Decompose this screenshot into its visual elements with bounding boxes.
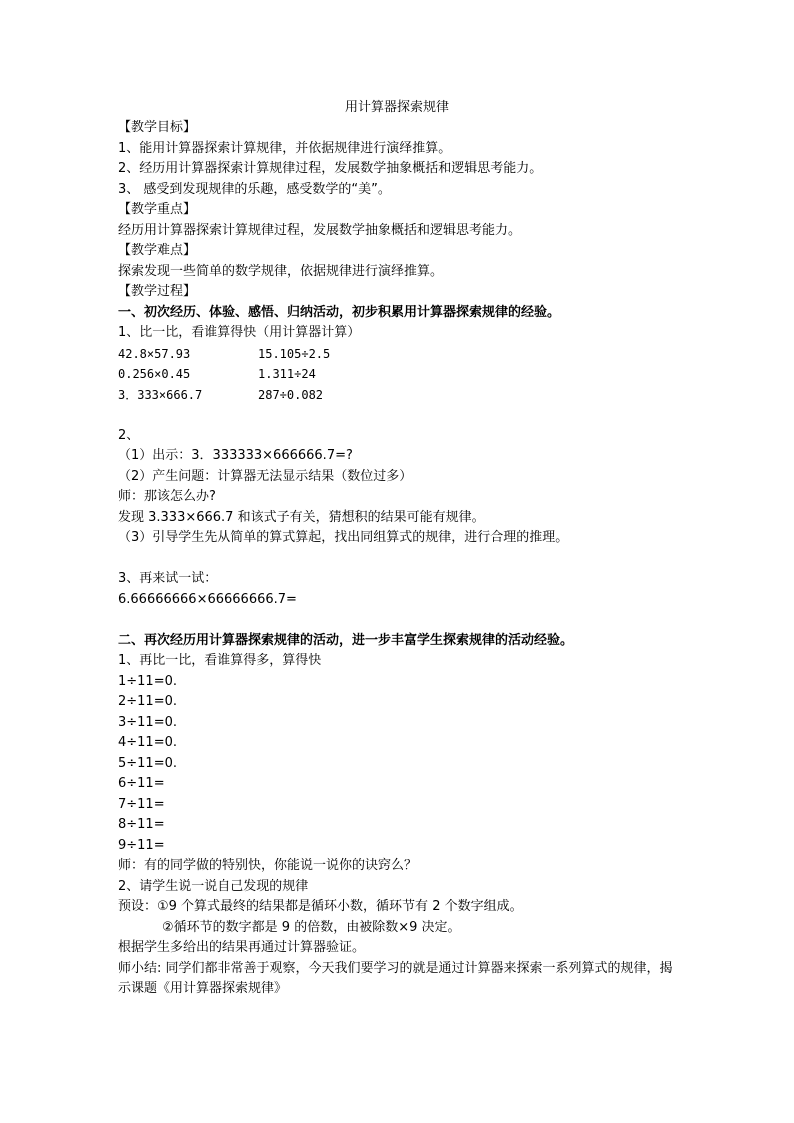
goal-item: 3、 感受到发现规律的乐趣，感受数学的“美”。: [118, 181, 391, 197]
part1-heading: 一、初次经历、体验、感悟、归纳活动，初步积累用计算器探索规律的经验。: [118, 304, 561, 320]
spacer: [118, 405, 678, 426]
exercise-cell: 42.8×57.93: [118, 346, 191, 361]
division-item: 3÷11=0.: [118, 714, 178, 730]
exercise-cell: 287÷0.082: [258, 387, 324, 402]
part1-step2: 2、: [118, 427, 140, 443]
goal-item: 2、经历用计算器探索计算规律过程，发展数学抽象概括和逻辑思考能力。: [118, 161, 543, 176]
exercise-cell: 3．333×666.7: [118, 387, 203, 402]
exercise-row: [118, 385, 678, 406]
step2-line: （2）产生问题：计算器无法显示结果（数位过多）: [118, 468, 413, 484]
key-text: 经历用计算器探索计算规律过程，发展数学抽象概括和逻辑思考能力。: [118, 222, 522, 238]
goal-item: 1、能用计算器探索计算规律，并依据规律进行演绎推算。: [118, 140, 452, 156]
process-header: 【教学过程】: [118, 284, 197, 299]
teacher-summary: 师小结: 同学们都非常善于观察，今天我们要学习的就是通过计算器来探索一系列算式的规律，揭示课题《用计算器探索规律》: [118, 960, 673, 996]
exercise-cell: 0.256×0.45: [118, 367, 191, 381]
exercise-cell: 1.311÷24: [258, 367, 316, 381]
division-item: 1÷11=0.: [118, 673, 178, 689]
part1-step1: 1、比一比，看谁算得快（用计算器计算）: [118, 325, 361, 340]
document-title: 用计算器探索规律: [344, 100, 449, 115]
exercise-row: [118, 344, 678, 365]
difficulty-text: 探索发现一些简单的数学规律，依据规律进行演绎推算。: [118, 263, 444, 279]
teacher-question: 师：有的同学做的特别快，你能说一说你的诀窍么？: [118, 858, 418, 873]
part1-step3-expr: 6.66666666×66666666.7=: [118, 591, 297, 607]
part2-step2: 2、请学生说一说自己发现的规律: [118, 878, 309, 894]
part2-heading: 二、再次经历用计算器探索规律的活动，进一步丰富学生探索规律的活动经验。: [118, 632, 574, 648]
goal-header: 【教学目标】: [118, 120, 197, 135]
division-item: 9÷11=: [118, 837, 165, 853]
exercise-cell: 15.105÷2.5: [258, 346, 331, 361]
part2-step1: 1、再比一比，看谁算得多，算得快: [118, 653, 322, 668]
part1-step3: 3、再来试一试：: [118, 571, 218, 586]
difficulty-header: 【教学难点】: [118, 243, 197, 258]
step2-line: （1）出示：3．333333×666666.7=?: [118, 448, 353, 463]
spacer: [118, 549, 678, 570]
verify-text: 根据学生多给出的结果再通过计算器验证。: [118, 940, 366, 955]
step2-line: 师：那该怎么办?: [118, 489, 216, 504]
division-item: 8÷11=: [118, 817, 165, 832]
exercise-row: [118, 364, 678, 385]
key-header: 【教学重点】: [118, 202, 197, 217]
division-item: 5÷11=0.: [118, 755, 178, 771]
division-item: 6÷11=: [118, 776, 165, 791]
division-item: 4÷11=0.: [118, 735, 178, 750]
preset-2: ②循环节的数字都是 9 的倍数，由被除数×9 决定。: [162, 919, 461, 935]
preset-1: 预设：①9 个算式最终的结果都是循环小数，循环节有 2 个数字组成。: [118, 899, 523, 914]
spacer: [118, 610, 678, 631]
step2-line: （3）引导学生先从简单的算式算起，找出同组算式的规律，进行合理的推理。: [118, 530, 569, 545]
step2-line: 发现 3.333×666.7 和该式子有关，猜想积的结果可能有规律。: [118, 509, 485, 525]
division-item: 2÷11=0.: [118, 694, 178, 709]
division-item: 7÷11=: [118, 796, 165, 812]
document-body: [118, 118, 678, 1000]
